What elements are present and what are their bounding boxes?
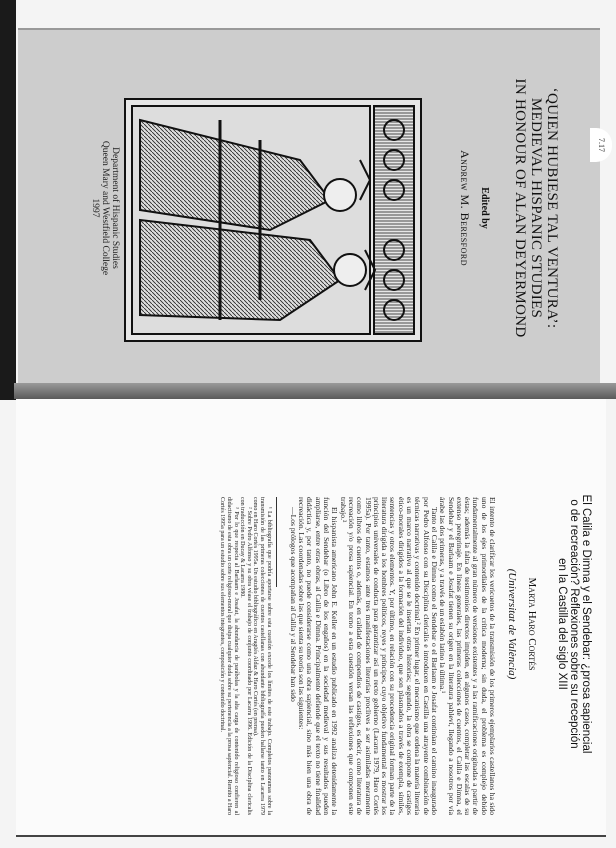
paragraph: —Los prólogos que acompañan al Calila y al Sendebar han sido xyxy=(288,507,298,702)
article-body xyxy=(219,497,496,815)
article-title-line: en la Castilla del siglo XIII xyxy=(556,558,568,690)
footnote-divider xyxy=(276,497,277,587)
woodcut-illustration xyxy=(124,98,422,342)
article-title-line: o de recreación? Reflexiones sobre su recepción xyxy=(568,499,580,749)
article-author: Marta Haro Cortés xyxy=(526,577,538,671)
author-institution: (Universitat de València) xyxy=(506,568,518,680)
footnote: ¹ La bibliografía que podría aportarse sobre esta cuestión excede los límites de este trabajo. Completos panoramas sobre la transmisión de las primeras colecciones de cuentos castellanas con abundante bibliografía pueden hallarse tanto en Lacarra 1979 como en Haro Cortés 1995a. Un estudio bibliográfico en Aragüés Aldaz & Haro Cortés (en prensa). xyxy=(252,497,272,815)
book-title xyxy=(512,30,560,386)
publisher xyxy=(90,30,120,386)
paragraph: El hispanista americano John E. Keller en un estudio publicado en 1992 analiza detenidamente la función del Sendebar (o Libro de los engaños) en la sociedad medieval y sus resultados pueden ampliarse, entre otras obras, al Calila e Dimna. Principalmente defiende que el texto no tiene finalidad didáctica y, por tanto, no puede considerarse como una obra sapiencial, sino más bien una obra de recreación. Las coordenadas sobre las que sienta su teoría son las siguientes: xyxy=(297,497,340,815)
book-title-line: MEDIEVAL HISPANIC STUDIES xyxy=(528,97,544,319)
publisher-line: Department of Hispanic Studies xyxy=(110,147,120,269)
publication-year: 1997 xyxy=(90,198,100,218)
editor-name: Andrew M. Beresford xyxy=(458,149,472,267)
book-title-line: ‘QUIEN HUBIESE TAL VENTURA’: xyxy=(544,87,560,329)
shelf-sticker: 7.17 xyxy=(590,128,612,162)
scan-edge xyxy=(0,0,16,400)
edited-by-label: Edited by xyxy=(479,187,490,229)
book-title-line: IN HONOUR OF ALAN DEYERMOND xyxy=(512,78,528,338)
publisher-line: Queen Mary and Westfield College xyxy=(100,140,110,276)
article-title xyxy=(556,459,592,789)
paragraph: Tanto el Calila e Dimna como el Sendebar o el Barlaam e Josafat continúan el camino inaugurado por Pedro Alfonso con su Disciplina clericalis e introducen en Castilla una atrayente combinación de técnicas narrativas y contenido doctrinal.² En primer lugar, el mecanismo que ordena la materia literaria es un marco narrativo al que se le insertan otras historias; segundo, la obra se compone de castigos ético-morales dirigidos a la formación del individuo, que son plasmados a través de exempla, símiles, sentencias y otros elementos. Y, por último, en relación con su procedencia original forman parte de la literatura dirigida a los hombres políticos, reyes y príncipes, cuyo objetivo fundamental es mostrar los principios universales de conducta para garantizar así un recto gobierno (Lacarra 1979, Haro Cortés 1995a). Por tanto, estamos ante tres manifestaciones literarias proclives a ser asimiladas meramente como libros de cuentos o, además, en calidad de compendios de castigos, es decir, como literatura de recreación y/o prosa sapiencial. En torno a esta cuestión versan las reflexiones que componen este trabajo.³ xyxy=(338,497,439,815)
page-gutter xyxy=(14,383,616,399)
footnote: ³ Por lo que respecta al Barlaam e Josafat, la abundancia de parábolas y la alta carga de contenido religioso confieren al didactismo de esta obra un corte religioso-moral que disipa cualquier duda sobre su pertenencia a la prosa sapiencial. Remito a Haro Cortés 1995a para un estudio sobre sus elementos integrantes, composición y contenido doctrinal. xyxy=(219,497,239,815)
footnote: ² Sobre Pedro Alfonso y su obra véase el trabajo de conjunto coordinado por Lacarra 1996. Edición de la Disciplina clericalis con traducción en Ducay & Lacarra 1980. xyxy=(239,497,252,815)
paragraph: El intento de clarificar los vericuetos de la transmisión de los primeros ejemplarios castellanos ha sido uno de los ejes primordiales de la crítica moderna; sin duda, el problema es complejo debido fundamentalmente al gran número de versiones existentes y a las ramificaciones originadas a partir de éstas; además la falta de testimonios directos impiden, en algunos casos, completar las escalas de su extenso peregrinaje. En líneas generales, las primeras colecciones de cuentos, el Calila e Dimna, el Sendebar y el Barlaam e Josafat tienen su origen en la literatura pahleví, llegando a nosotros por vía árabe las dos primeras, y a través de un eslabón latino la última.¹ xyxy=(438,497,497,815)
article-page xyxy=(16,399,606,837)
title-page xyxy=(18,28,600,386)
article-title-line: El Calila e Dimna y el Sendebar: ¿prosa sapiencial xyxy=(580,494,592,754)
